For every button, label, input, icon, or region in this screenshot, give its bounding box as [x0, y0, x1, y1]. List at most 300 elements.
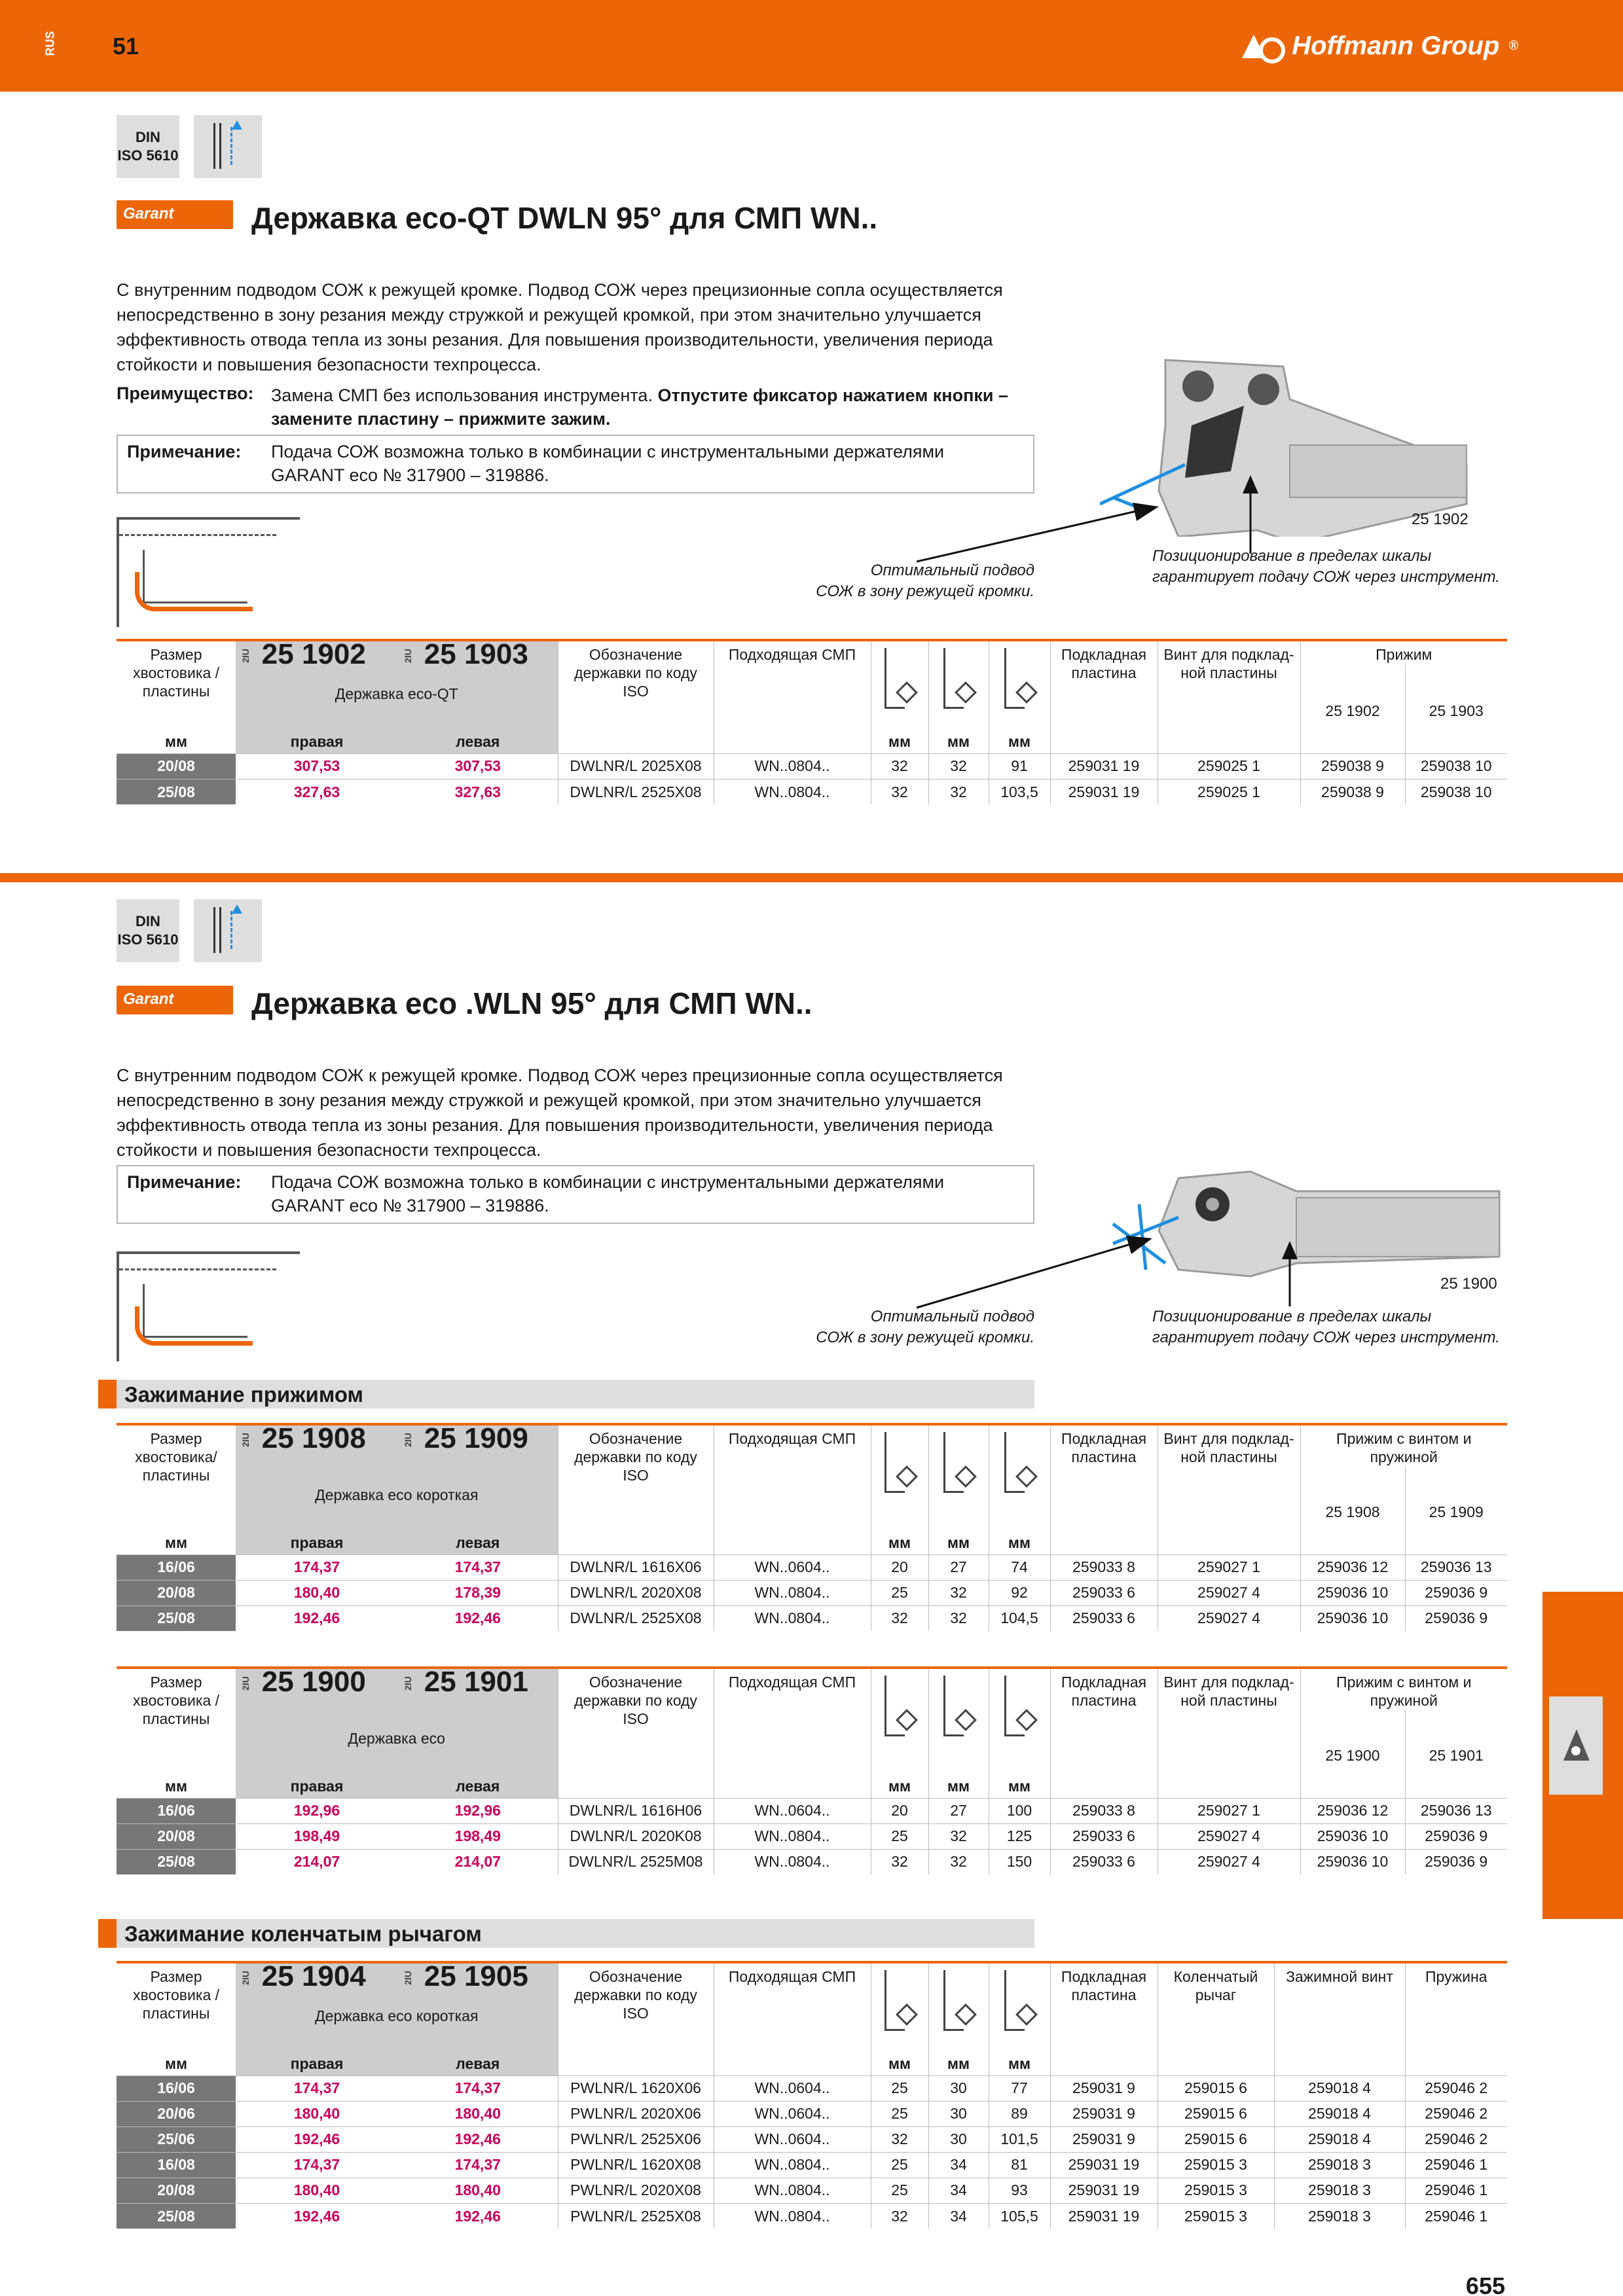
- cell-dim-3: 100: [989, 1798, 1050, 1823]
- cell-dim-2: 32: [928, 753, 989, 779]
- cell-part-c: 259036 13: [1405, 1554, 1507, 1580]
- cell-dim-3: 101,5: [989, 2126, 1050, 2152]
- cell-part-c: 259036 9: [1405, 1849, 1507, 1874]
- dim-icon-2: [928, 1668, 989, 1772]
- unit-mm: мм: [989, 2050, 1050, 2075]
- product-name: Державка eco короткая: [236, 1466, 558, 1529]
- cell-size: 25/08: [117, 1849, 236, 1874]
- table-row: [117, 779, 1507, 804]
- hoffmann-logo-icon: [1242, 32, 1283, 61]
- table-row: [117, 2126, 1507, 2152]
- cell-designation: DWLNR/L 2025X08: [558, 753, 714, 779]
- section2-note: [117, 1165, 1034, 1224]
- cell-price-right: 174,37: [236, 2152, 398, 2178]
- right-label: правая: [236, 728, 398, 753]
- note-line-1: Подача СОЖ возможна только в комбинации с инструментальными держателями: [271, 442, 945, 461]
- cell-dim-3: 105,5: [989, 2203, 1050, 2229]
- cell-price-right: 327,63: [236, 779, 398, 804]
- section2-table-1: [117, 1423, 1507, 1631]
- cell-shim: 259033 6: [1050, 1849, 1158, 1874]
- cell-size: 20/08: [117, 753, 236, 779]
- col-insert: Подходящая СМП: [714, 1424, 871, 1529]
- section1-callout-arrows: [917, 484, 1192, 563]
- caption-line-2: гарантирует подачу СОЖ через инструмент.: [1152, 568, 1500, 586]
- cell-dim-1: 20: [871, 1554, 928, 1580]
- cell-dim-1: 32: [871, 2203, 928, 2229]
- cell-dim-3: 81: [989, 2152, 1050, 2178]
- cell-price-right: 192,96: [236, 1798, 398, 1823]
- cell-part-a: 259027 1: [1158, 1798, 1300, 1823]
- code-left: [398, 1962, 558, 1987]
- cell-part-c: 259038 10: [1405, 753, 1507, 779]
- cell-price-right: 192,46: [236, 1605, 398, 1631]
- col-designation: Обозначение державки по коду ISO: [558, 1668, 714, 1772]
- cell-dim-3: 104,5: [989, 1605, 1050, 1631]
- left-label: левая: [398, 728, 558, 753]
- cell-dim-2: 30: [928, 2126, 989, 2152]
- cell-price-left: 180,40: [398, 2178, 558, 2203]
- cell-part-a: 259027 4: [1158, 1605, 1300, 1631]
- note-text: [271, 440, 944, 487]
- code-right-value: 25 1902: [261, 640, 366, 666]
- cell-part-a: 259027 4: [1158, 1580, 1300, 1605]
- section2-table-1-body: [117, 1554, 1507, 1631]
- note-label: Примечание:: [127, 1172, 242, 1192]
- col-insert: Подходящая СМП: [714, 640, 871, 728]
- cell-price-left: 174,37: [398, 1554, 558, 1580]
- cell-dim-3: 125: [989, 1823, 1050, 1849]
- dim-icon-1: [871, 640, 928, 728]
- dim-icon-2: [928, 640, 989, 728]
- cell-dim-2: 34: [928, 2178, 989, 2203]
- cell-size: 20/08: [117, 1823, 236, 1849]
- section2-title: Державка eco .WLN 95° для СМП WN..: [251, 986, 812, 1020]
- cell-price-left: 198,49: [398, 1823, 558, 1849]
- col-size: Размер хвостовика / пластины: [117, 1668, 236, 1772]
- cell-dim-1: 25: [871, 2152, 928, 2178]
- cell-price-right: 198,49: [236, 1823, 398, 1849]
- advantage-text: [271, 384, 1008, 431]
- section1-description: С внутренним подводом СОЖ к режущей кромке. Подвод СОЖ через прецизионные сопла осуществляется непосредственно в зону резания между стружкой и режущей кромкой, при этом значительно улучшается эффективность отвода тепла из зоны резания. Для повышения производительности, увеличения периода стойкости и повышения безопасности техпроцесса.: [117, 280, 1003, 374]
- zu-mark: 2IU: [240, 1971, 251, 1986]
- cell-price-left: 178,39: [398, 1580, 558, 1605]
- garant-logo: Garant: [117, 986, 233, 1014]
- cell-dim-2: 30: [928, 2075, 989, 2101]
- table-row: [117, 1798, 1507, 1823]
- clamp-right-code: 25 1900: [1300, 1710, 1405, 1772]
- cell-part-b: 259018 4: [1274, 2101, 1405, 2126]
- cell-insert: WN..0604..: [714, 2101, 871, 2126]
- cell-dim-3: 93: [989, 2178, 1050, 2203]
- unit-mm: мм: [871, 1529, 928, 1554]
- cell-dim-2: 27: [928, 1554, 989, 1580]
- internal-coolant-icon: [194, 115, 262, 178]
- code-right: [236, 1668, 398, 1710]
- zu-mark: 2IU: [240, 1433, 251, 1448]
- cell-dim-2: 32: [928, 1823, 989, 1849]
- table-row: [117, 2203, 1507, 2229]
- code-left-value: 25 1903: [424, 640, 528, 666]
- cell-size: 20/08: [117, 1580, 236, 1605]
- cell-shim: 259031 9: [1050, 2126, 1158, 2152]
- cell-part-b: 259018 4: [1274, 2075, 1405, 2101]
- subheader-clamp-label: Зажимание прижимом: [124, 1382, 363, 1407]
- table-row: [117, 1580, 1507, 1605]
- cell-dim-2: 34: [928, 2152, 989, 2178]
- unit-mm: мм: [164, 1777, 188, 1795]
- dimension-icon: [939, 645, 977, 717]
- table-row: [117, 753, 1507, 779]
- dim-icon-3: [989, 1962, 1050, 2050]
- cell-shim: 259031 19: [1050, 753, 1158, 779]
- cell-part-a: 259015 6: [1158, 2126, 1274, 2152]
- col-shim: Подкладная пластина: [1050, 1424, 1158, 1529]
- section2-caption-scale: [1152, 1306, 1519, 1348]
- internal-coolant-icon: [194, 899, 262, 962]
- dim-icon-1: [871, 1424, 928, 1529]
- caption-line-2: гарантирует подачу СОЖ через инструмент.: [1152, 1329, 1500, 1346]
- section2-photo-code: 25 1900: [1440, 1275, 1497, 1293]
- cell-part-b: 259036 10: [1300, 1849, 1405, 1874]
- unit-mm: мм: [928, 1529, 989, 1554]
- cell-insert: WN..0604..: [714, 1798, 871, 1823]
- section2-table-3-body: [117, 2075, 1507, 2229]
- dimension-icon: [939, 1967, 977, 2039]
- cell-part-c: 259046 2: [1405, 2075, 1507, 2101]
- code-left-value: 25 1901: [424, 1668, 528, 1698]
- section1-title: Державка eco-QT DWLN 95° для СМП WN..: [251, 201, 878, 235]
- cell-part-a: 259027 4: [1158, 1849, 1300, 1874]
- caption-line-1: Оптимальный подвод: [870, 562, 1034, 579]
- code-left-value: 25 1905: [424, 1962, 528, 1988]
- cell-part-b: 259036 12: [1300, 1798, 1405, 1823]
- col-insert: Подходящая СМП: [714, 1962, 871, 2050]
- brand-registered-mark: ®: [1508, 39, 1518, 53]
- subheader-lever-label: Зажимание коленчатым рычагом: [124, 1922, 482, 1946]
- cell-designation: DWLNR/L 2525M08: [558, 1849, 714, 1874]
- col-clamp: Прижим с винтом и пружиной: [1300, 1668, 1507, 1710]
- cell-dim-1: 20: [871, 1798, 928, 1823]
- cell-designation: PWLNR/L 1620X06: [558, 2075, 714, 2101]
- left-label: левая: [398, 2050, 558, 2075]
- cell-shim: 259033 6: [1050, 1823, 1158, 1849]
- dimension-icon: [881, 1967, 919, 2039]
- cell-part-a: 259015 6: [1158, 2101, 1274, 2126]
- dim-icon-2: [928, 1962, 989, 2050]
- cell-dim-3: 92: [989, 1580, 1050, 1605]
- cell-part-b: 259018 3: [1274, 2203, 1405, 2229]
- section1-table: [117, 639, 1507, 804]
- dimension-icon: [881, 645, 919, 717]
- right-label: правая: [236, 2050, 398, 2075]
- cell-insert: WN..0804..: [714, 2178, 871, 2203]
- cell-part-a: 259015 3: [1158, 2152, 1274, 2178]
- cell-price-right: 214,07: [236, 1849, 398, 1874]
- advantage-label: Преимущество:: [117, 384, 254, 403]
- cell-insert: WN..0804..: [714, 1580, 871, 1605]
- code-right-value: 25 1908: [261, 1424, 366, 1454]
- dim-icon-3: [989, 1668, 1050, 1772]
- note-label: Примечание:: [127, 442, 242, 461]
- cell-dim-1: 32: [871, 753, 928, 779]
- section1-approach-diagram: [117, 517, 300, 627]
- advantage-text-bold-2: замените пластину – прижмите зажим.: [271, 409, 611, 429]
- din-label: DIN: [136, 129, 160, 145]
- unit-mm: мм: [928, 2050, 989, 2075]
- cell-dim-3: 103,5: [989, 779, 1050, 804]
- dim-icon-3: [989, 1424, 1050, 1529]
- cell-part-b: 259036 10: [1300, 1823, 1405, 1849]
- section2-table-2: [117, 1666, 1507, 1874]
- dim-icon-3: [989, 640, 1050, 728]
- cell-dim-1: 25: [871, 1823, 928, 1849]
- cell-dim-1: 25: [871, 2178, 928, 2203]
- language-code: RUS: [43, 31, 57, 56]
- cell-dim-1: 25: [871, 1580, 928, 1605]
- cell-part-c: 259046 1: [1405, 2178, 1507, 2203]
- cell-designation: DWLNR/L 2525X08: [558, 1605, 714, 1631]
- cell-part-b: 259036 10: [1300, 1605, 1405, 1631]
- caption-line-2: СОЖ в зону режущей кромки.: [816, 1329, 1034, 1346]
- unit-mm: мм: [928, 728, 989, 753]
- table-row: [117, 2152, 1507, 2178]
- cell-dim-1: 32: [871, 1849, 928, 1874]
- cell-part-a: 259015 6: [1158, 2075, 1274, 2101]
- col-shim-screw: Винт для подклад-ной пластины: [1158, 1424, 1300, 1529]
- cell-insert: WN..0804..: [714, 1605, 871, 1631]
- cell-dim-2: 30: [928, 2101, 989, 2126]
- zu-mark: 2IU: [240, 649, 251, 664]
- clamp-left-code: 25 1903: [1405, 665, 1507, 728]
- section1-table-body: [117, 753, 1507, 804]
- section2-callout-arrow-2: [1277, 1237, 1303, 1309]
- cell-insert: WN..0804..: [714, 2152, 871, 2178]
- cell-dim-3: 91: [989, 753, 1050, 779]
- unit-mm: мм: [989, 728, 1050, 753]
- cell-price-left: 327,63: [398, 779, 558, 804]
- zu-mark: 2IU: [402, 1971, 413, 1986]
- cell-part-b: 259018 4: [1274, 2126, 1405, 2152]
- col-size: Размер хвостовика / пластины: [117, 1962, 236, 2050]
- cell-shim: 259031 19: [1050, 2152, 1158, 2178]
- cell-part-c: 259046 1: [1405, 2152, 1507, 2178]
- dimension-icon: [939, 1673, 977, 1745]
- unit-mm: мм: [871, 2050, 928, 2075]
- brand-name: Hoffmann Group: [1292, 31, 1500, 60]
- cell-price-right: 192,46: [236, 2126, 398, 2152]
- dim-icon-1: [871, 1962, 928, 2050]
- clamp-right-code: 25 1908: [1300, 1466, 1405, 1529]
- cell-designation: PWLNR/L 2525X08: [558, 2203, 714, 2229]
- cell-part-c: 259046 2: [1405, 2126, 1507, 2152]
- cell-dim-2: 34: [928, 2203, 989, 2229]
- caption-line-1: Позиционирование в пределах шкалы: [1152, 547, 1432, 565]
- code-right: [236, 1424, 398, 1466]
- cell-price-right: 174,37: [236, 2075, 398, 2101]
- clamp-right-code: 25 1902: [1300, 665, 1405, 728]
- col-lever: Коленчатый рычаг: [1158, 1962, 1274, 2050]
- section2-description: С внутренним подводом СОЖ к режущей кромке. Подвод СОЖ через прецизионные сопла осуществляется непосредственно в зону резания между стружкой и режущей кромкой, при этом значительно улучшается эффективность отвода тепла из зоны резания. Для повышения производительности, увеличения периода стойкости и повышения безопасности техпроцесса.: [117, 1066, 1003, 1160]
- cell-dim-2: 32: [928, 1849, 989, 1874]
- col-spring: Пружина: [1405, 1962, 1507, 2050]
- right-label: правая: [236, 1772, 398, 1798]
- cell-part-c: 259038 10: [1405, 779, 1507, 804]
- col-shim: Подкладная пластина: [1050, 640, 1158, 728]
- section2-callout-arrows: [917, 1230, 1178, 1309]
- cell-part-a: 259025 1: [1158, 753, 1300, 779]
- cell-insert: WN..0804..: [714, 1823, 871, 1849]
- cell-part-b: 259038 9: [1300, 779, 1405, 804]
- cell-part-c: 259036 9: [1405, 1580, 1507, 1605]
- cell-price-left: 192,46: [398, 2126, 558, 2152]
- section2-table-2-body: [117, 1798, 1507, 1874]
- iso-label: ISO 5610: [117, 147, 179, 164]
- zu-mark: 2IU: [240, 1676, 251, 1691]
- col-designation: Обозначение державки по коду ISO: [558, 1424, 714, 1529]
- col-clamp-screw: Зажимной винт: [1274, 1962, 1405, 2050]
- unit-mm: мм: [164, 1534, 188, 1551]
- cell-part-b: 259038 9: [1300, 753, 1405, 779]
- col-shim: Подкладная пластина: [1050, 1962, 1158, 2050]
- advantage-text-bold-1: Отпустите фиксатор нажатием кнопки –: [657, 386, 1009, 405]
- cell-price-left: 214,07: [398, 1849, 558, 1874]
- clamp-left-code: 25 1909: [1405, 1466, 1507, 1529]
- dimension-icon: [881, 1429, 919, 1501]
- cell-price-right: 192,46: [236, 2203, 398, 2229]
- chapter-side-tab[interactable]: [1542, 1592, 1623, 1919]
- cell-shim: 259031 19: [1050, 2178, 1158, 2203]
- section2-table-3: [117, 1961, 1507, 2229]
- cell-price-left: 180,40: [398, 2101, 558, 2126]
- unit-mm: мм: [164, 2054, 188, 2072]
- code-right: [236, 640, 398, 665]
- section1-photo-code: 25 1902: [1412, 511, 1468, 528]
- cell-insert: WN..0804..: [714, 753, 871, 779]
- cell-insert: WN..0804..: [714, 2203, 871, 2229]
- cell-shim: 259031 9: [1050, 2075, 1158, 2101]
- cell-part-b: 259036 10: [1300, 1580, 1405, 1605]
- cell-price-right: 180,40: [236, 1580, 398, 1605]
- caption-line-1: Позиционирование в пределах шкалы: [1152, 1308, 1432, 1325]
- cell-dim-1: 25: [871, 2075, 928, 2101]
- left-label: левая: [398, 1772, 558, 1798]
- unit-mm: мм: [989, 1529, 1050, 1554]
- col-insert: Подходящая СМП: [714, 1668, 871, 1772]
- page-number: 655: [1465, 2272, 1505, 2296]
- col-size: Размер хвостовика/ пластины: [117, 1424, 236, 1529]
- subheader-lever: [98, 1919, 1034, 1948]
- din-badge: [117, 115, 179, 178]
- col-clamp: Прижим: [1300, 640, 1507, 665]
- iso-label: ISO 5610: [117, 931, 179, 948]
- advantage-text-plain: Замена СМП без использования инструмента.: [271, 386, 653, 405]
- cell-part-a: 259027 4: [1158, 1823, 1300, 1849]
- cell-dim-2: 27: [928, 1798, 989, 1823]
- table-row: [117, 2101, 1507, 2126]
- cell-price-right: 307,53: [236, 753, 398, 779]
- note-line-2: GARANT eco № 317900 – 319886.: [271, 465, 549, 485]
- unit-mm: мм: [164, 732, 188, 750]
- section1-callout-arrow-2: [1237, 471, 1264, 556]
- cell-dim-2: 32: [928, 779, 989, 804]
- section2-caption-coolant: [786, 1306, 1034, 1348]
- cell-part-a: 259015 3: [1158, 2203, 1274, 2229]
- product-name: Державка eco: [236, 1710, 558, 1772]
- col-shim-screw: Винт для подклад-ной пластины: [1158, 1668, 1300, 1772]
- left-label: левая: [398, 1529, 558, 1554]
- cell-dim-2: 32: [928, 1605, 989, 1631]
- cell-shim: 259033 8: [1050, 1798, 1158, 1823]
- cell-designation: DWLNR/L 1616X06: [558, 1554, 714, 1580]
- cell-price-left: 192,46: [398, 1605, 558, 1631]
- cell-price-left: 174,37: [398, 2075, 558, 2101]
- unit-mm: мм: [871, 728, 928, 753]
- col-designation: Обозначение державки по коду ISO: [558, 1962, 714, 2050]
- caption-line-2: СОЖ в зону режущей кромки.: [816, 583, 1034, 600]
- cell-designation: PWLNR/L 2020X08: [558, 2178, 714, 2203]
- col-designation: Обозначение державки по коду ISO: [558, 640, 714, 728]
- chapter-page-number: 51: [113, 33, 139, 60]
- code-right-value: 25 1904: [261, 1962, 366, 1988]
- table-row: [117, 1554, 1507, 1580]
- cell-shim: 259031 19: [1050, 2203, 1158, 2229]
- product-name: Державка eco короткая: [236, 1987, 558, 2050]
- cell-dim-1: 32: [871, 1605, 928, 1631]
- cell-part-c: 259036 9: [1405, 1823, 1507, 1849]
- cell-designation: PWLNR/L 1620X08: [558, 2152, 714, 2178]
- cell-shim: 259031 19: [1050, 779, 1158, 804]
- unit-mm: мм: [871, 1772, 928, 1798]
- cell-shim: 259033 8: [1050, 1554, 1158, 1580]
- brand-logo: [1242, 31, 1518, 61]
- dimension-icon: [1000, 1967, 1038, 2039]
- cell-part-a: 259027 1: [1158, 1554, 1300, 1580]
- cell-insert: WN..0604..: [714, 2075, 871, 2101]
- top-bar: [0, 0, 1623, 92]
- col-shim: Подкладная пластина: [1050, 1668, 1158, 1772]
- code-left-value: 25 1909: [424, 1424, 528, 1454]
- dim-icon-1: [871, 1668, 928, 1772]
- dimension-icon: [881, 1673, 919, 1745]
- cell-dim-1: 32: [871, 779, 928, 804]
- cell-designation: DWLNR/L 2525X08: [558, 779, 714, 804]
- table-row: [117, 1605, 1507, 1631]
- cell-price-left: 174,37: [398, 2152, 558, 2178]
- cell-part-b: 259018 3: [1274, 2178, 1405, 2203]
- unit-mm: мм: [928, 1772, 989, 1798]
- cell-price-right: 180,40: [236, 2178, 398, 2203]
- cell-insert: WN..0604..: [714, 1554, 871, 1580]
- cell-dim-1: 32: [871, 2126, 928, 2152]
- table-row: [117, 1849, 1507, 1874]
- section2-approach-diagram: [117, 1251, 300, 1361]
- cell-insert: WN..0604..: [714, 2126, 871, 2152]
- cell-part-a: 259015 3: [1158, 2178, 1274, 2203]
- cell-price-right: 174,37: [236, 1554, 398, 1580]
- product-name: Державка eco-QT: [236, 665, 558, 728]
- right-label: правая: [236, 1529, 398, 1554]
- cell-price-left: 307,53: [398, 753, 558, 779]
- note-line-2: GARANT eco № 317900 – 319886.: [271, 1196, 549, 1215]
- dimension-icon: [1000, 1429, 1038, 1501]
- section1-note: [117, 435, 1034, 493]
- cell-size: 25/06: [117, 2126, 236, 2152]
- clamp-left-code: 25 1901: [1405, 1710, 1507, 1772]
- cell-size: 20/08: [117, 2178, 236, 2203]
- cell-shim: 259031 9: [1050, 2101, 1158, 2126]
- table-row: [117, 2075, 1507, 2101]
- cell-part-c: 259036 9: [1405, 1605, 1507, 1631]
